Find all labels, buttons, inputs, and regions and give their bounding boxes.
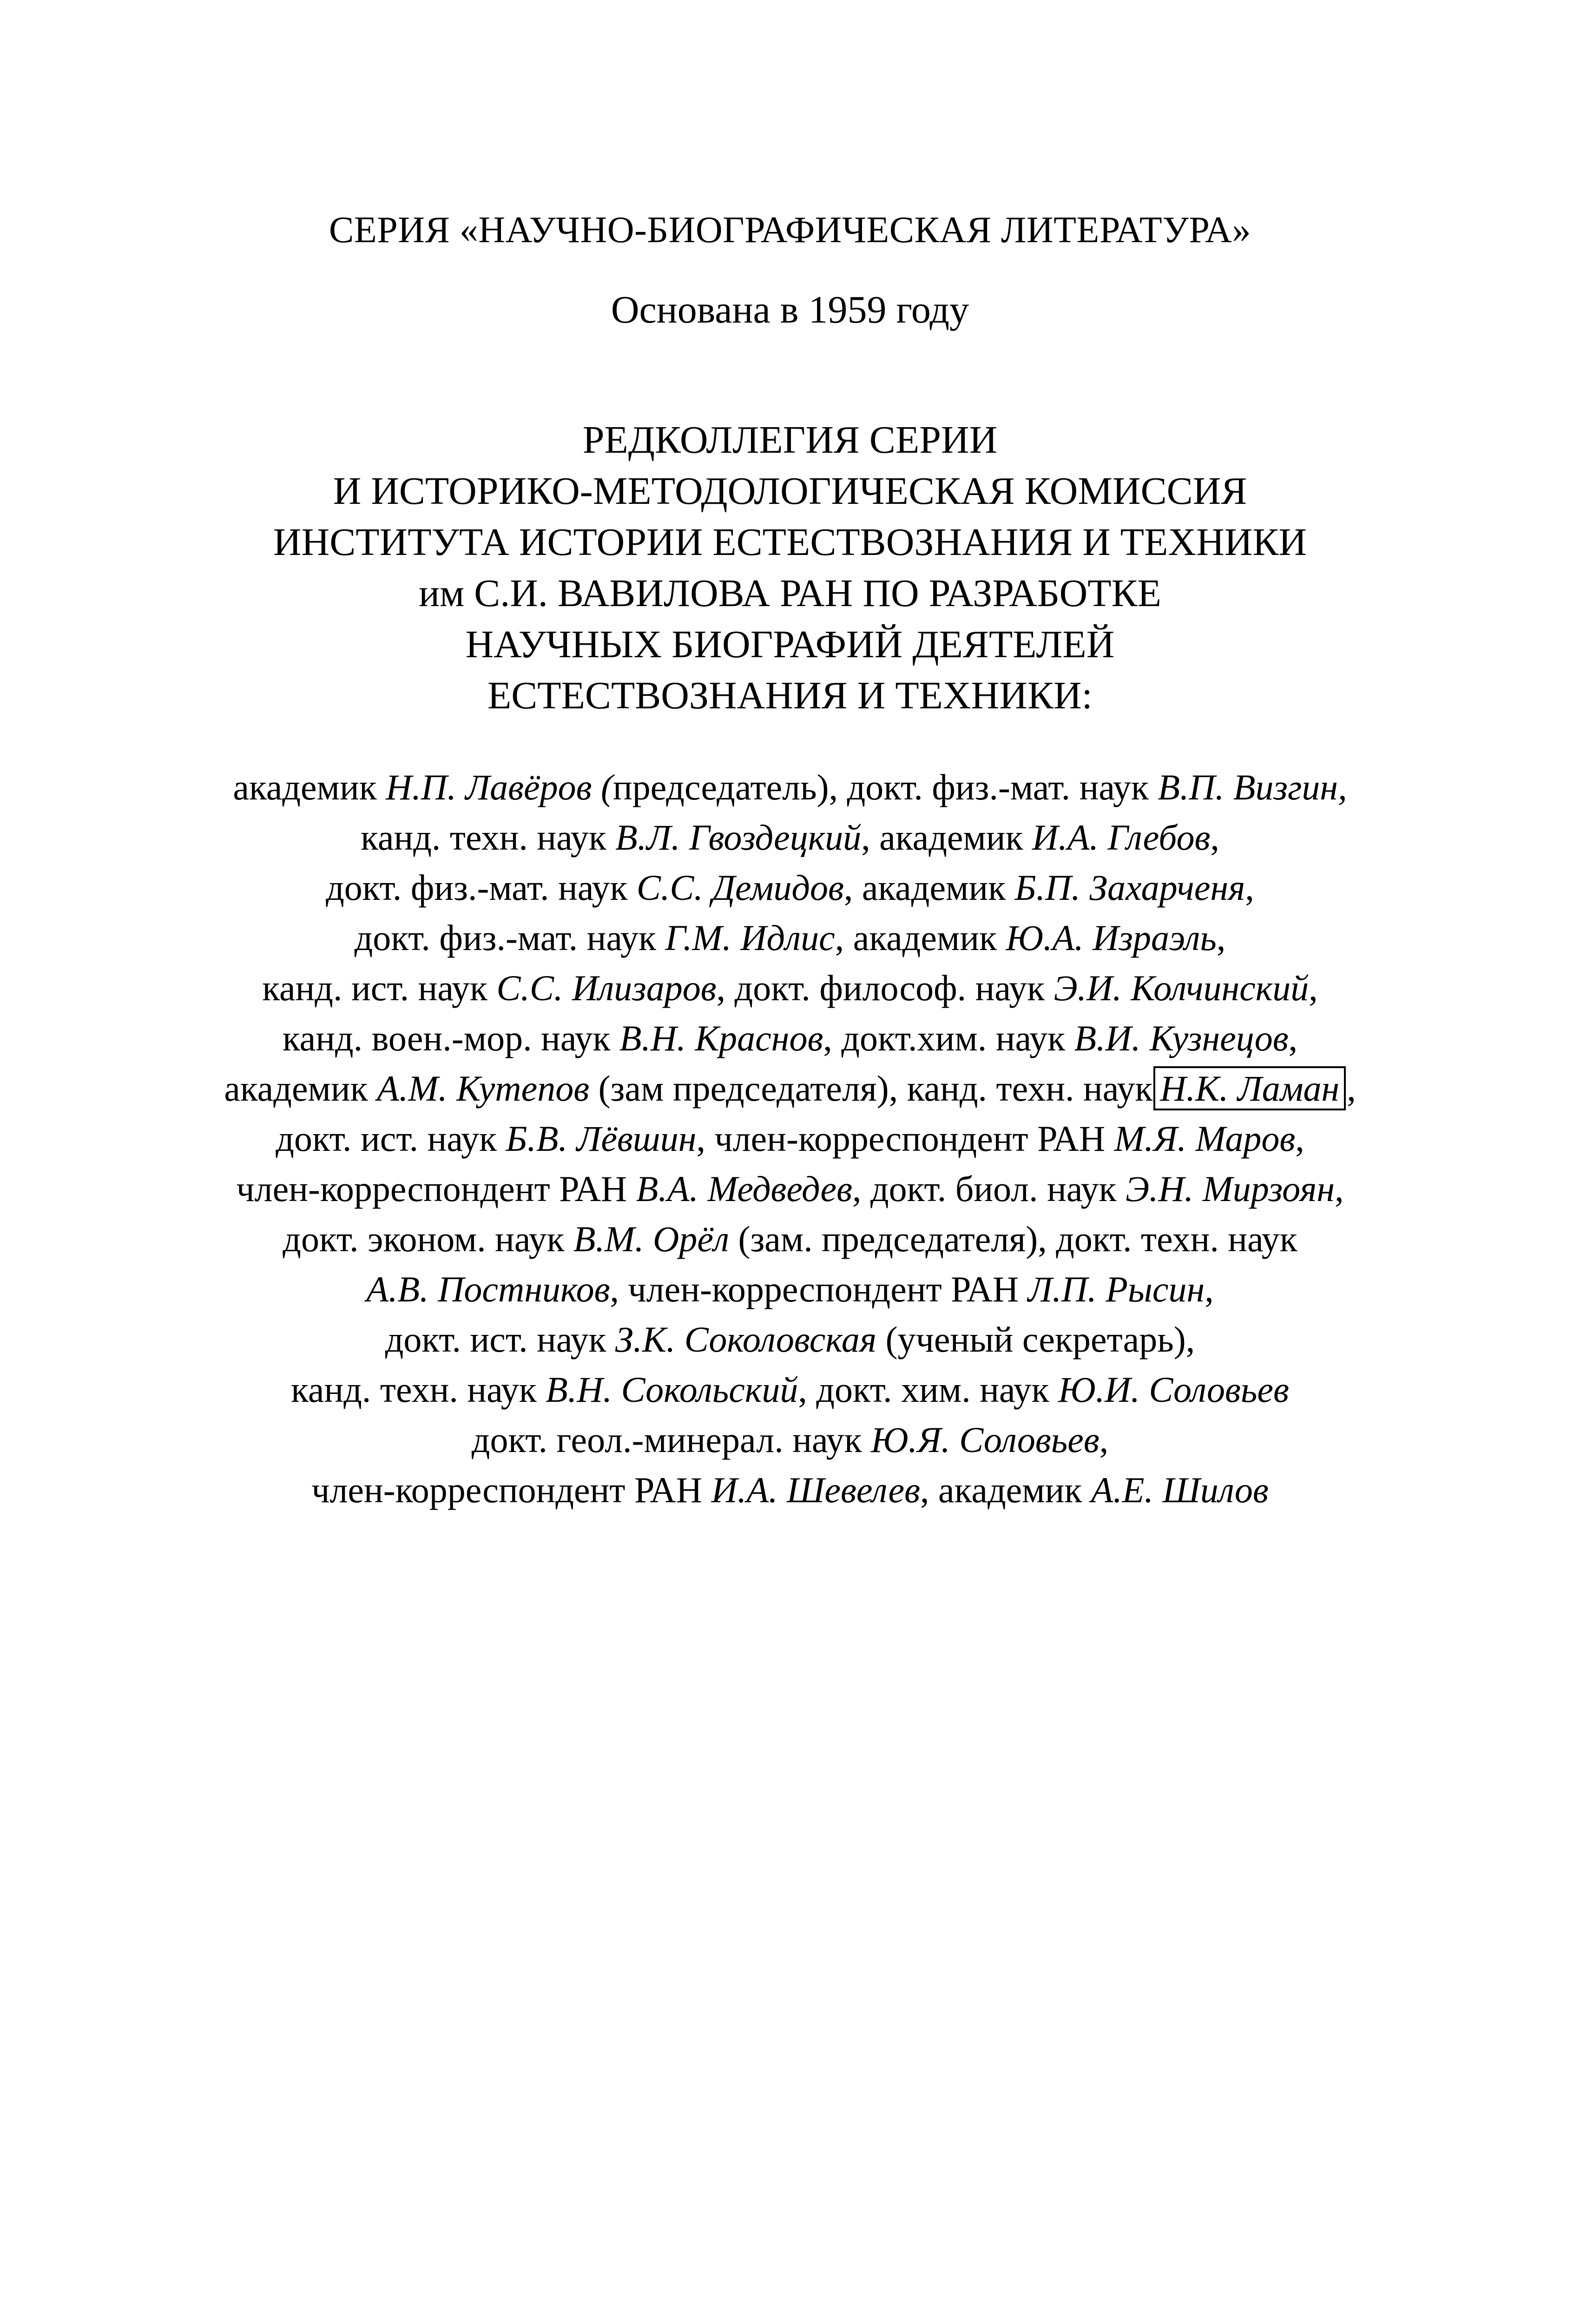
members-line [0, 920, 1580, 956]
member-text: , [1210, 817, 1219, 858]
series-title: СЕРИЯ «НАУЧНО-БИОГРАФИЧЕСКАЯ ЛИТЕРАТУРА» [329, 210, 1251, 251]
member-text: председатель), докт. физ.-мат. наук [612, 767, 1158, 807]
member-name: Ю.А. Израэль [1006, 918, 1217, 958]
member-text: докт. ист. наук [276, 1118, 506, 1159]
member-name: С.С. Демидов [636, 867, 844, 908]
member-name: В.Н. Краснов [619, 1018, 823, 1058]
member-text: докт. ист. наук [385, 1319, 615, 1360]
member-name: В.И. Кузнецов [1074, 1018, 1289, 1058]
member-text: докт. физ.-мат. наук [354, 918, 665, 958]
member-text: канд. техн. наук [361, 817, 616, 858]
member-text: член-корреспондент РАН [236, 1169, 636, 1209]
founded-year: Основана в 1959 году [611, 288, 969, 331]
member-name: Э.Н. Мирзоян [1125, 1169, 1335, 1209]
member-name: Ю.Я. Соловьев [871, 1419, 1099, 1460]
member-text: , докт.хим. наук [823, 1018, 1074, 1058]
member-text: , [1216, 918, 1226, 958]
member-name: В.П. Визгин, [1158, 767, 1347, 807]
board-heading-line: НАУЧНЫХ БИОГРАФИЙ ДЕЯТЕЛЕЙ [465, 623, 1115, 666]
members-line [0, 1472, 1580, 1508]
members-line [0, 1321, 1580, 1358]
member-text: (ученый секретарь), [876, 1319, 1195, 1360]
members-line [0, 1020, 1580, 1056]
member-name: Г.М. Идлис [665, 918, 835, 958]
member-name: М.Я. Маров [1114, 1118, 1296, 1159]
member-text: академик [233, 767, 386, 807]
member-name: А.В. Постников [366, 1269, 610, 1309]
member-name: В.Н. Сокольский [546, 1369, 798, 1410]
board-heading-line: РЕДКОЛЛЕГИЯ СЕРИИ [582, 418, 998, 462]
member-text: , [1099, 1419, 1109, 1460]
members-line [0, 1271, 1580, 1307]
member-text: , [1309, 968, 1318, 1008]
member-name: В.А. Медведев [636, 1169, 852, 1209]
member-text: докт. физ.-мат. наук [326, 867, 637, 908]
board-heading-line: им С.И. ВАВИЛОВА РАН ПО РАЗРАБОТКЕ [419, 572, 1161, 615]
member-text: , [1295, 1118, 1304, 1159]
member-name: Б.В. Лёвшин [506, 1118, 697, 1159]
member-name: Б.П. Захарченя [1014, 867, 1245, 908]
member-name: С.С. Илизаров [496, 968, 717, 1008]
member-text: докт. геол.-минерал. наук [471, 1419, 871, 1460]
member-text: , академик [920, 1470, 1091, 1510]
members-line [0, 769, 1580, 805]
members-line [0, 819, 1580, 856]
member-name: И.А. Глебов [1032, 817, 1211, 858]
members-line [0, 1118, 1580, 1159]
members-line [0, 1221, 1580, 1257]
member-name: А.М. Кутепов [377, 1068, 590, 1109]
member-name: Ю.И. Соловьев [1058, 1369, 1289, 1410]
member-name: В.Л. Гвоздецкий [615, 817, 862, 858]
member-text: канд. воен.-мор. наук [282, 1018, 619, 1058]
member-text: , [1288, 1018, 1298, 1058]
member-text: канд. техн. наук [291, 1369, 546, 1410]
members-line [0, 1419, 1580, 1460]
board-heading-line: ИНСТИТУТА ИСТОРИИ ЕСТЕСТВОЗНАНИЯ И ТЕХНИКИ [273, 521, 1307, 564]
member-text: , академик [861, 817, 1033, 858]
member-name: Э.И. Колчинский [1053, 968, 1309, 1008]
members-line [0, 1171, 1580, 1207]
member-text: член-корреспондент РАН [311, 1470, 711, 1510]
member-text: , [1245, 867, 1254, 908]
member-name: Л.П. Рысин [1027, 1269, 1205, 1309]
member-text: , [1347, 1068, 1356, 1109]
member-text: , [1205, 1269, 1214, 1309]
member-name: В.М. Орёл [573, 1219, 729, 1259]
members-line [0, 970, 1580, 1006]
member-text: , член-корреспондент РАН [610, 1269, 1028, 1309]
member-text: (зам председателя), канд. техн. наук [589, 1068, 1153, 1109]
member-text: (зам. председателя), докт. техн. наук [729, 1219, 1297, 1259]
member-text: канд. ист. наук [262, 968, 497, 1008]
member-name: А.Е. Шилов [1091, 1470, 1269, 1510]
member-name: З.К. Соколовская [615, 1319, 877, 1360]
member-text: , докт. философ. наук [716, 968, 1054, 1008]
member-text: докт. эконом. наук [283, 1219, 573, 1259]
highlighted-member-name: Н.К. Ламан [1153, 1066, 1346, 1110]
member-text: , докт. хим. наук [798, 1369, 1059, 1410]
members-line [0, 1369, 1580, 1410]
member-name: Н.П. Лавёров ( [386, 767, 613, 807]
member-text: академик [224, 1068, 377, 1109]
member-text: , член-корреспондент РАН [696, 1118, 1114, 1159]
member-text: , академик [843, 867, 1015, 908]
board-heading-line: И ИСТОРИКО-МЕТОДОЛОГИЧЕСКАЯ КОМИССИЯ [333, 469, 1247, 513]
members-line [0, 867, 1580, 908]
members-line [0, 1070, 1580, 1107]
member-text: , академик [835, 918, 1006, 958]
member-text: , [1335, 1169, 1344, 1209]
member-name: И.А. Шевелев [711, 1470, 920, 1510]
member-text: , докт. биол. наук [852, 1169, 1126, 1209]
board-heading-line: ЕСТЕСТВОЗНАНИЯ И ТЕХНИКИ: [487, 674, 1093, 717]
